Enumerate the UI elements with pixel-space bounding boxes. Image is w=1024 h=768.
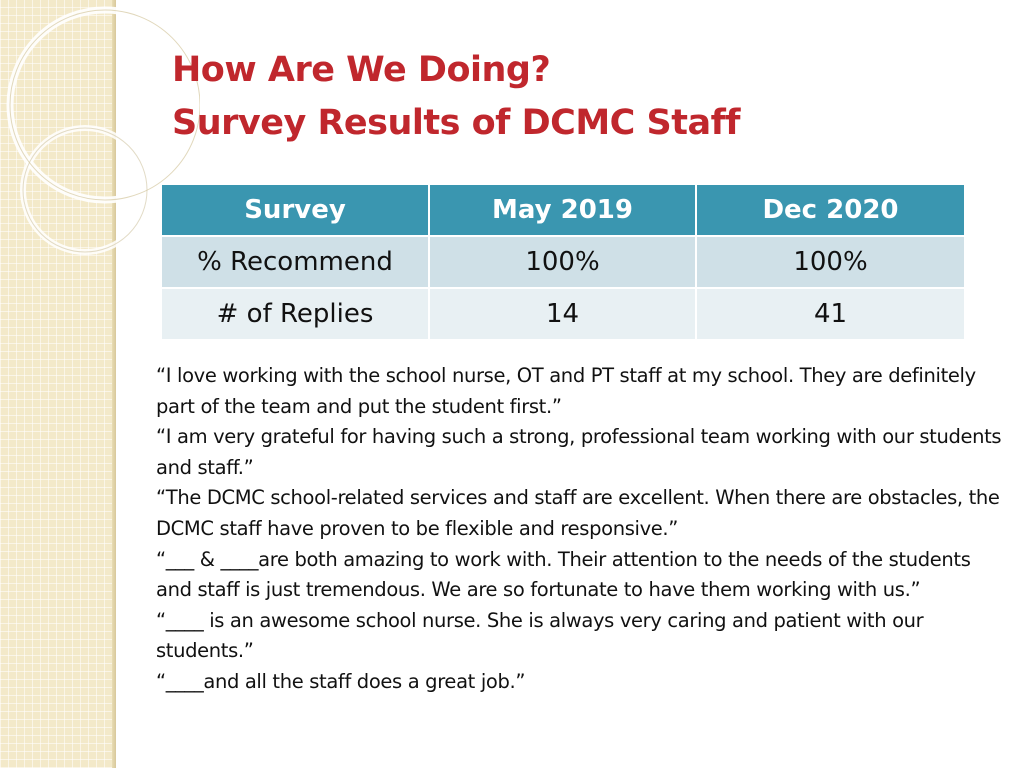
quote-5: “____ is an awesome school nurse. She is always very caring and patient with our students.” <box>156 608 924 663</box>
cell-replies-dec-2020: 41 <box>696 288 964 340</box>
side-panel-edge <box>112 0 116 768</box>
cell-replies-may-2019: 14 <box>429 288 696 340</box>
quote-3: “The DCMC school-related services and staff are excellent. When there are obstacles, the DCMC staff have proven to be flexible and responsive.” <box>156 486 1000 540</box>
slide-title <box>172 44 740 150</box>
quote-4: “___ & ____are both amazing to work with. Their attention to the needs of the students and staff is just tremendous. We are so fortunate to have them working with us.” <box>156 547 971 602</box>
header-survey: Survey <box>162 185 429 236</box>
cell-recommend-dec-2020: 100% <box>696 236 964 288</box>
staff-quotes <box>156 361 1006 698</box>
decorative-side-panel <box>0 0 116 768</box>
table-header-row <box>162 185 964 236</box>
title-line-2: Survey Results of DCMC Staff <box>172 103 741 143</box>
table-row-recommend <box>162 236 964 288</box>
table-row-replies <box>162 288 964 340</box>
header-may-2019: May 2019 <box>429 185 696 236</box>
cell-recommend-may-2019: 100% <box>429 236 696 288</box>
title-line-1: How Are We Doing? <box>172 50 551 90</box>
quote-1: “I love working with the school nurse, OT and PT staff at my school. They are definitely part of the team and put the student first.” <box>156 364 976 418</box>
quote-6: “____and all the staff does a great job.” <box>156 669 526 693</box>
cell-recommend-label: % Recommend <box>162 236 429 288</box>
cell-replies-label: # of Replies <box>162 288 429 340</box>
header-dec-2020: Dec 2020 <box>696 185 964 236</box>
survey-results-table <box>162 185 964 341</box>
quote-2: “I am very grateful for having such a strong, professional team working with our students and staff.” <box>156 425 1002 479</box>
